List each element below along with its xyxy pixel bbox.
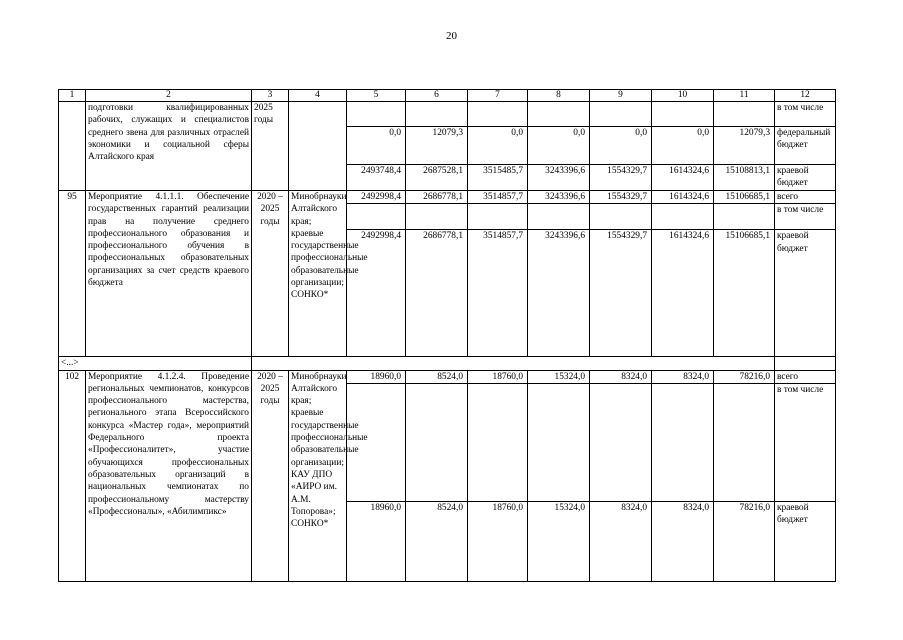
value-cell: 15106685,1 — [714, 230, 775, 357]
value-cell: 8324,0 — [590, 370, 652, 383]
column-header: 2 — [86, 90, 252, 102]
value-cell: 2686778,1 — [406, 230, 468, 357]
row-number: 95 — [59, 191, 86, 357]
column-header: 7 — [468, 90, 528, 102]
column-header: 8 — [528, 90, 590, 102]
column-header: 12 — [775, 90, 836, 102]
column-header: 4 — [289, 90, 347, 102]
table-row — [59, 191, 836, 204]
value-cell: 18960,0 — [347, 501, 406, 581]
column-header: 11 — [714, 90, 775, 102]
value-cell: 15108813,1 — [714, 165, 775, 191]
source-label: федеральный бюджет — [775, 127, 836, 165]
period-cell: 2020 – 2025 годы — [252, 370, 289, 581]
value-cell: 8524,0 — [406, 501, 468, 581]
source-label: краевой бюджет — [775, 165, 836, 191]
page-number: 20 — [446, 30, 457, 42]
value-cell: 0,0 — [590, 127, 652, 165]
value-cell: 1554329,7 — [590, 191, 652, 204]
value-cell: 15106685,1 — [714, 191, 775, 204]
activity-description: Мероприятие 4.1.1.1. Обеспечение государственных гарантий реализации прав на получение среднего профессионального образования и профессионального обучения в профессиональных образовательных организациях за счет средств краевого бюджета — [86, 191, 252, 357]
column-header: 6 — [406, 90, 468, 102]
value-cell: 0,0 — [347, 127, 406, 165]
table-row — [59, 370, 836, 383]
activity-description: подготовки квалифицированных рабочих, служащих и специалистов среднего звена для различных отраслей экономики и социальной сферы Алтайского края — [86, 102, 252, 191]
table-row — [59, 102, 836, 127]
value-cell: 0,0 — [652, 127, 714, 165]
header-row — [59, 90, 836, 102]
ellipsis-row — [59, 357, 836, 370]
executor-cell: Минобрнауки Алтайского края; краевые государственные профессиональные образовательные организации; КАУ ДПО «АИРО им. А.М. Топорова»; СОНКО* — [289, 370, 347, 581]
row-number: 102 — [59, 370, 86, 581]
value-cell: 3243396,6 — [528, 230, 590, 357]
value-cell: 1554329,7 — [590, 165, 652, 191]
value-cell: 18760,0 — [468, 501, 528, 581]
column-header: 1 — [59, 90, 86, 102]
budget-table — [58, 89, 836, 582]
value-cell: 1614324,6 — [652, 230, 714, 357]
source-label: в том числе — [775, 102, 836, 127]
activity-description: Мероприятие 4.1.2.4. Проведение региональных чемпионатов, конкурсов профессионального мастерства, регионального этапа Всероссийского конкурса «Мастер года», мероприятий Федерального проекта «Профессионалитет», участие обучающихся профессиональных образовательных организаций в национальных чемпионатах по профессиональному мастерству «Профессионалы», «Абилимпикс» — [86, 370, 252, 581]
value-cell: 8324,0 — [652, 370, 714, 383]
value-cell: 2687528,1 — [406, 165, 468, 191]
column-header: 5 — [347, 90, 406, 102]
value-cell: 0,0 — [468, 127, 528, 165]
value-cell: 78216,0 — [714, 370, 775, 383]
value-cell: 8524,0 — [406, 370, 468, 383]
value-cell: 3514857,7 — [468, 230, 528, 357]
value-cell: 12079,3 — [714, 127, 775, 165]
value-cell: 15324,0 — [528, 501, 590, 581]
value-cell: 18960,0 — [347, 370, 406, 383]
source-label: краевой бюджет — [775, 501, 836, 581]
column-header: 3 — [252, 90, 289, 102]
value-cell: 2493748,4 — [347, 165, 406, 191]
value-cell: 18760,0 — [468, 370, 528, 383]
value-cell: 8324,0 — [590, 501, 652, 581]
value-cell: 8324,0 — [652, 501, 714, 581]
value-cell: 15324,0 — [528, 370, 590, 383]
value-cell: 1614324,6 — [652, 191, 714, 204]
source-label: краевой бюджет — [775, 230, 836, 357]
column-header: 10 — [652, 90, 714, 102]
value-cell: 3243396,6 — [528, 165, 590, 191]
source-label: всего — [775, 370, 836, 383]
value-cell: 3243396,6 — [528, 191, 590, 204]
ellipsis-mark: <...> — [59, 357, 252, 370]
value-cell: 1554329,7 — [590, 230, 652, 357]
source-label: в том числе — [775, 383, 836, 501]
value-cell: 12079,3 — [406, 127, 468, 165]
value-cell: 1614324,6 — [652, 165, 714, 191]
value-cell: 2686778,1 — [406, 191, 468, 204]
source-label: всего — [775, 191, 836, 204]
value-cell: 3514857,7 — [468, 191, 528, 204]
value-cell: 2492998,4 — [347, 230, 406, 357]
value-cell: 78216,0 — [714, 501, 775, 581]
value-cell: 2492998,4 — [347, 191, 406, 204]
executor-cell: Минобрнауки Алтайского края; краевые государственные профессиональные образовательные организации; СОНКО* — [289, 191, 347, 357]
value-cell: 0,0 — [528, 127, 590, 165]
period-cell: 2025 годы — [252, 102, 289, 191]
value-cell: 3515485,7 — [468, 165, 528, 191]
column-header: 9 — [590, 90, 652, 102]
period-cell: 2020 – 2025 годы — [252, 191, 289, 357]
source-label: в том числе — [775, 204, 836, 230]
